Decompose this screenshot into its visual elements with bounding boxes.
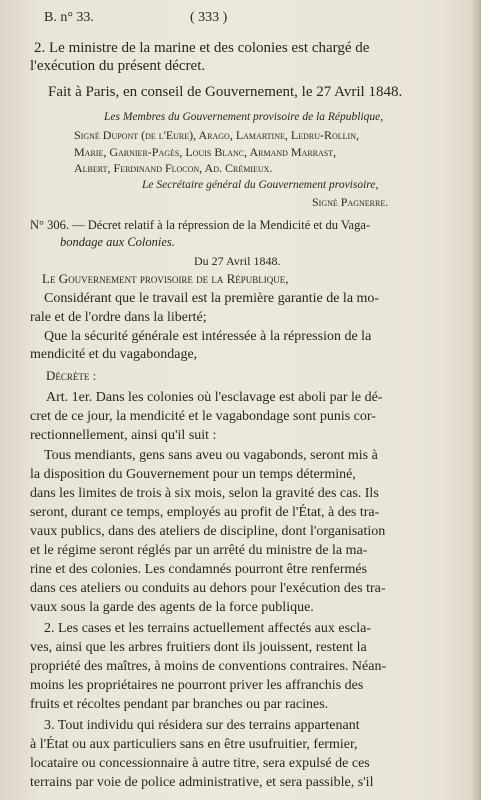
text-line: à l'État ou aux particuliers sans en être usufruitier, fermier, <box>30 737 358 752</box>
text-line: la disposition du Gouvernement pour un temps déterminé, <box>30 467 356 482</box>
text-line: propriété des maîtres, à moins de conventions contraires. Néan- <box>30 659 387 674</box>
text-line: Le Secrétaire général du Gouvernement provisoire, <box>142 179 379 191</box>
text-line: cret de ce jour, la mendicité et le vagabondage sont punis cor- <box>30 409 376 424</box>
text-line: rectionnellement, ainsi qu'il suit : <box>30 428 217 443</box>
text-line: fruits et récoltes pendant par branches ou par racines. <box>30 697 329 712</box>
text-line: vaux publics, dans des ateliers de discipline, dont l'organisation <box>30 524 386 539</box>
text-line: moins les propriétaires ne pourront priver les affranchis des <box>30 678 364 693</box>
text-line: Signé Pagnerre. <box>312 195 389 209</box>
text-line: Les Membres du Gouvernement provisoire de la République, <box>104 111 384 123</box>
text-line: Fait à Paris, en conseil de Gouvernement, le 27 Avril 1848. <box>48 84 403 100</box>
text-line: Albert, Ferdinand Flocon, Ad. Crémieux. <box>74 161 273 175</box>
text-line: 3. Tout individu qui résidera sur des terrains appartenant <box>44 718 360 733</box>
text-line: seront, durant ce temps, employés au profit de l'État, à des tra- <box>30 505 380 520</box>
text-line: N° 306. — Décret relatif à la répression de la Mendicité et du Vaga- <box>30 218 371 232</box>
text-line: dans les limites de trois à six mois, selon la gravité des cas. Ils <box>30 486 379 501</box>
text-line: Signé Dupont (de l'Eure), Arago, Lamartine, Ledru-Rollin, <box>74 128 359 142</box>
text-line: l'exécution du présent décret. <box>30 58 206 74</box>
text-line: Du 27 Avril 1848. <box>194 254 281 268</box>
text-line: mendicité et du vagabondage, <box>30 347 198 362</box>
text-line: bondage aux Colonies. <box>60 235 175 249</box>
text-line: rine et des colonies. Les condamnés pourront être renfermés <box>30 562 368 577</box>
text-line: 2. Les cases et les terrains actuellement affectés aux escla- <box>44 621 372 636</box>
text-line: ves, ainsi que les arbres fruitiers dont ils jouissent, restent la <box>30 640 367 655</box>
text-line: Le Gouvernement provisoire de la République, <box>42 271 289 286</box>
text-line: et le régime seront réglés par un arrêté du ministre de la ma- <box>30 543 368 558</box>
text-line: rale et de l'ordre dans la liberté; <box>30 310 207 325</box>
text-line: Art. 1er. Dans les colonies où l'esclavage est aboli par le dé- <box>46 390 383 405</box>
text-line: Décrète : <box>46 368 97 383</box>
bulletin-number: B. n° 33. <box>44 10 94 25</box>
text-line: 2. Le ministre de la marine et des colonies est chargé de <box>34 40 370 56</box>
page-edge-shadow <box>471 0 481 800</box>
text-line: Considérant que le travail est la première garantie de la mo- <box>44 291 380 306</box>
text-line: vaux sous la garde des agents de la force publique. <box>30 600 314 615</box>
text-line: Que la sécurité générale est intéressée à la répression de la <box>44 329 372 344</box>
text-line: dans ces ateliers ou conduits au dehors pour l'exécution des tra- <box>30 581 386 596</box>
text-line: Tous mendiants, gens sans aveu ou vagabonds, seront mis à <box>44 448 378 463</box>
text-line: Marie, Garnier-Pagès, Louis Blanc, Armand Marrast, <box>74 145 337 159</box>
text-line: locataire ou concessionnaire à autre titre, sera expulsé de ces <box>30 756 370 771</box>
page-number: ( 333 ) <box>190 10 228 25</box>
text-line: terrains par voie de police administrative, et sera passible, s'il <box>30 775 374 790</box>
